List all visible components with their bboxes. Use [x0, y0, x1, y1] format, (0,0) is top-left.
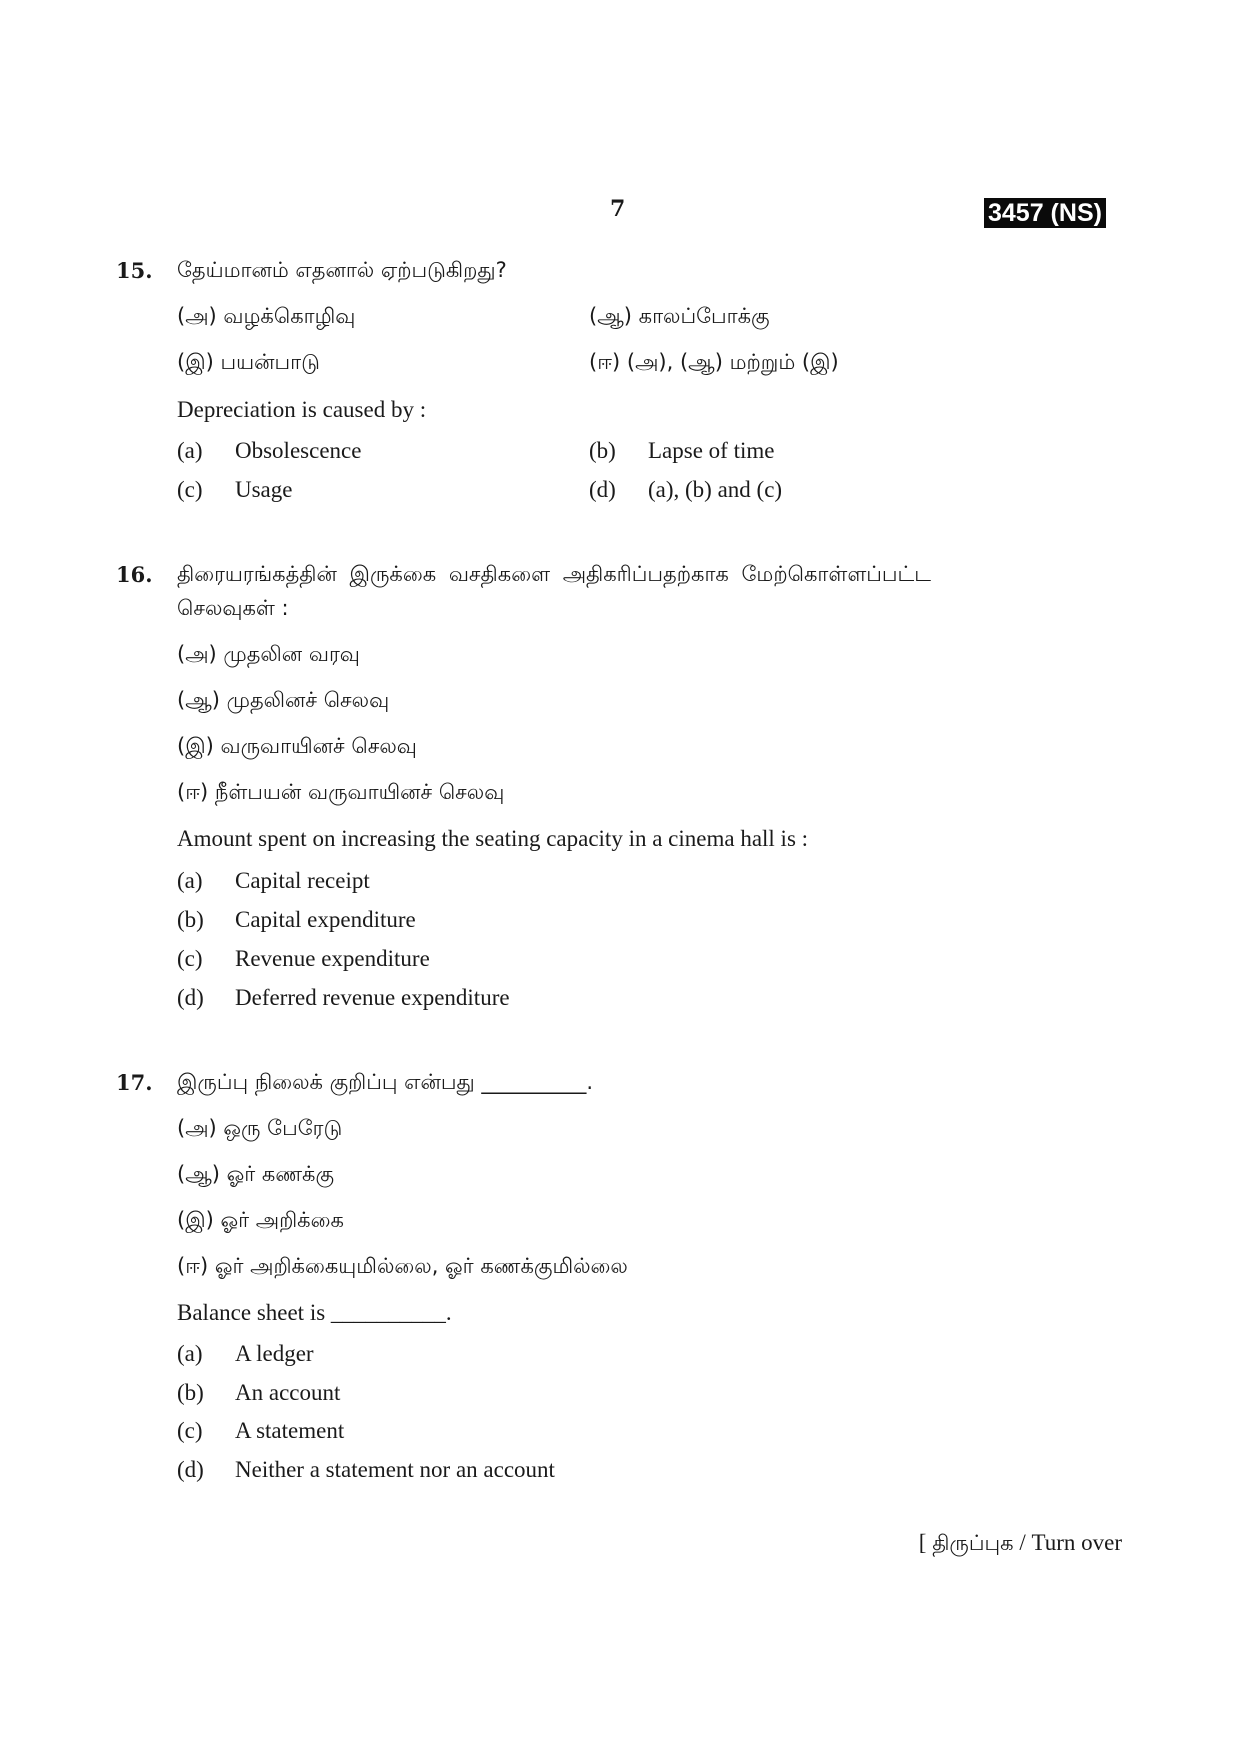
q16-ta-option-d: [177, 780, 504, 807]
q17-en-option-a-label: (a): [177, 1341, 203, 1366]
option-text: (அ), (ஆ) மற்றும் (இ): [626, 350, 839, 374]
option-label: (அ): [177, 642, 217, 666]
option-text: ஓர் அறிக்கையுமில்லை, ஓர் கணக்குமில்லை: [214, 1254, 628, 1278]
question-15-number: 15.: [116, 258, 153, 283]
option-label: (ஆ): [589, 304, 632, 328]
q16-en-option-c-label: (c): [177, 946, 203, 971]
option-label: (ஆ): [177, 1162, 220, 1186]
question-17-number: 17.: [116, 1070, 153, 1095]
footer-tamil-text: திருப்புக: [932, 1531, 1014, 1555]
q17-ta-option-d: [177, 1254, 628, 1281]
footer-separator: /: [1019, 1530, 1026, 1555]
option-text: நீள்பயன் வருவாயினச் செலவு: [214, 780, 505, 804]
q17-en-option-a-text: A ledger: [235, 1341, 314, 1366]
q16-en-option-a-label: (a): [177, 868, 203, 893]
footer-english-text: Turn over: [1031, 1530, 1122, 1555]
q17-en-option-d-text: Neither a statement nor an account: [235, 1457, 555, 1482]
q17-en-option-c-text: A statement: [235, 1418, 345, 1443]
paper-code-badge: 3457 (NS): [984, 198, 1106, 228]
option-label: (இ): [177, 1208, 214, 1232]
q15-en-option-b-text: Lapse of time: [648, 438, 775, 463]
question-16-tamil-text-line2: செலவுகள் :: [177, 596, 289, 620]
q15-en-option-d-text: (a), (b) and (c): [648, 477, 783, 502]
page-number: 7: [610, 196, 626, 222]
option-label: (ஈ): [589, 350, 621, 374]
question-16-tamil-text-line1: திரையரங்கத்தின் இருக்கை வசதிகளை அதிகரிப்பதற்காக மேற்கொள்ளப்பட்ட: [177, 562, 931, 586]
option-label: (அ): [177, 304, 217, 328]
q15-en-option-b-label: (b): [589, 438, 616, 463]
q16-en-option-d-label: (d): [177, 985, 204, 1010]
q17-en-option-c-label: (c): [177, 1418, 203, 1443]
option-text: ஒரு பேரேடு: [223, 1116, 343, 1140]
q17-en-option-b-text: An account: [235, 1380, 341, 1405]
q16-ta-option-a: [177, 642, 360, 669]
q15-en-option-a-label: (a): [177, 438, 203, 463]
q16-en-option-d-text: Deferred revenue expenditure: [235, 985, 510, 1010]
question-17-tamil-text: இருப்பு நிலைக் குறிப்பு என்பது __________.: [177, 1070, 594, 1094]
option-text: ஓர் கணக்கு: [226, 1162, 335, 1186]
option-text: வழக்கொழிவு: [223, 304, 356, 328]
q15-ta-option-a: [177, 304, 355, 331]
option-text: பயன்பாடு: [220, 350, 320, 374]
option-text: ஓர் அறிக்கை: [220, 1208, 344, 1232]
option-label: (இ): [177, 350, 214, 374]
footer-bracket: [: [918, 1530, 927, 1555]
q16-en-option-b-text: Capital expenditure: [235, 907, 416, 932]
q16-en-option-c-text: Revenue expenditure: [235, 946, 430, 971]
question-15-english-text: Depreciation is caused by :: [177, 397, 427, 422]
option-text: வருவாயினச் செலவு: [220, 734, 417, 758]
option-label: (ஈ): [177, 1254, 209, 1278]
option-text: முதலினச் செலவு: [226, 688, 390, 712]
question-16-english-text: Amount spent on increasing the seating capacity in a cinema hall is :: [177, 826, 809, 851]
q15-en-option-c-label: (c): [177, 477, 203, 502]
option-label: (அ): [177, 1116, 217, 1140]
q17-ta-option-c: [177, 1208, 344, 1235]
q15-ta-option-d: [589, 350, 839, 377]
q15-en-option-d-label: (d): [589, 477, 616, 502]
option-text: காலப்போக்கு: [638, 304, 770, 328]
turn-over-footer: [919, 1530, 1122, 1558]
q16-ta-option-c: [177, 734, 417, 761]
q15-ta-option-b: [589, 304, 770, 331]
q17-en-option-d-label: (d): [177, 1457, 204, 1482]
q16-ta-option-b: [177, 688, 389, 715]
option-label: (ஆ): [177, 688, 220, 712]
q17-ta-option-a: [177, 1116, 342, 1143]
q16-en-option-a-text: Capital receipt: [235, 868, 370, 893]
q17-en-option-b-label: (b): [177, 1380, 204, 1405]
question-16-number: 16.: [116, 562, 153, 587]
q15-ta-option-c: [177, 350, 320, 377]
question-15-tamil-text: தேய்மானம் எதனால் ஏற்படுகிறது?: [177, 258, 507, 282]
q15-en-option-a-text: Obsolescence: [235, 438, 362, 463]
q17-ta-option-b: [177, 1162, 334, 1189]
option-label: (இ): [177, 734, 214, 758]
q15-en-option-c-text: Usage: [235, 477, 293, 502]
question-17-english-text: Balance sheet is __________.: [177, 1300, 452, 1325]
q16-en-option-b-label: (b): [177, 907, 204, 932]
option-text: முதலின வரவு: [223, 642, 360, 666]
option-label: (ஈ): [177, 780, 209, 804]
